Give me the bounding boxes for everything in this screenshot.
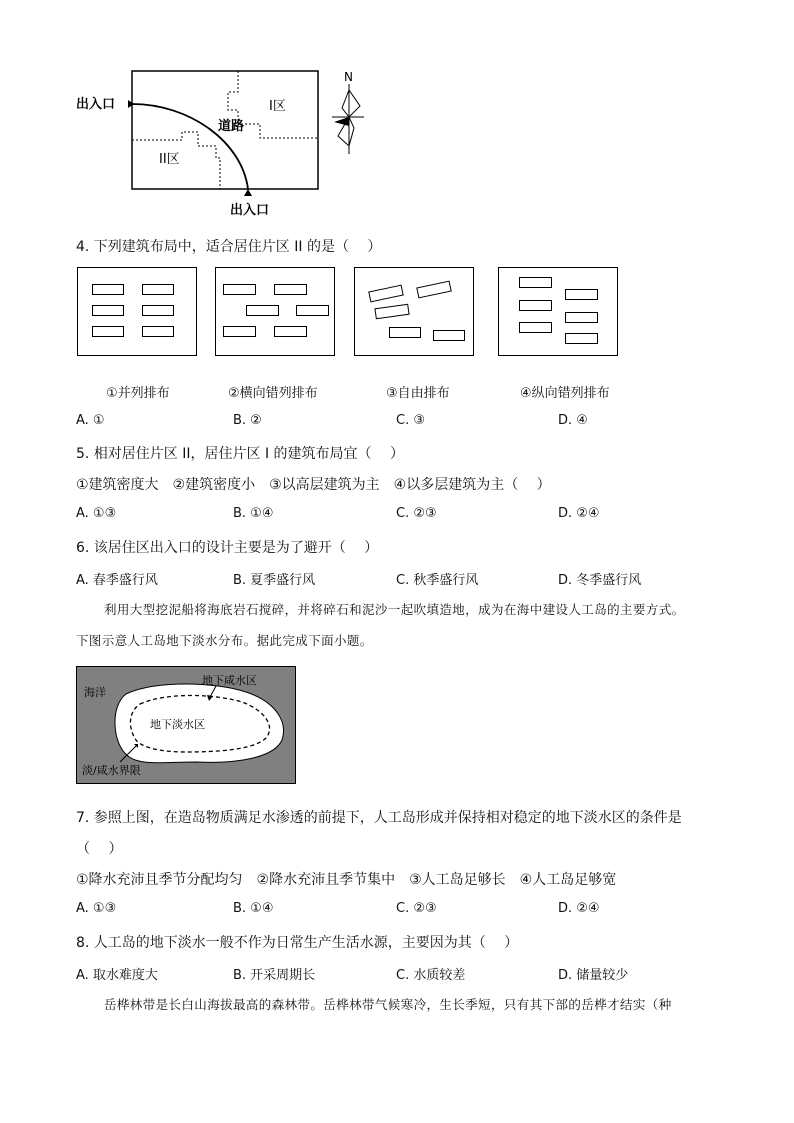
q4-option-d[interactable]: D. ④ [558, 413, 588, 428]
layout-diagram-4 [498, 267, 618, 356]
question-6-stem: 6. 该居住区出入口的设计主要是为了避开（ ） [76, 540, 379, 556]
q5-option-c[interactable]: C. ②③ [396, 506, 437, 521]
zone-2-label: II区 [159, 152, 180, 167]
q8-option-a[interactable]: A. 取水难度大 [76, 968, 158, 983]
q4-option-a[interactable]: A. ① [76, 413, 105, 428]
q5-option-d[interactable]: D. ②④ [558, 506, 600, 521]
passage-1-line-1: 利用大型挖泥船将海底岩石搅碎，并将碎石和泥沙一起吹填造地，成为在海中建设人工岛的主要方式。 [104, 602, 685, 617]
q8-option-b[interactable]: B. 开采周期长 [233, 968, 316, 983]
question-4-stem: 4. 下列建筑布局中，适合居住片区 II 的是（ ） [76, 239, 382, 255]
passage-2-line-1: 岳桦林带是长白山海拔最高的森林带。岳桦林带气候寒冷，生长季短，只有其下部的岳桦才结实（种 [104, 997, 672, 1012]
question-7-choices: ①降水充沛且季节分配均匀 ②降水充沛且季节集中 ③人工岛足够长 ④人工岛足够宽 [76, 872, 617, 888]
entrance-top-label: 出入口 [76, 97, 116, 112]
artificial-island-figure [76, 666, 296, 784]
q8-option-c[interactable]: C. 水质较差 [396, 968, 466, 983]
question-5-choices: ①建筑密度大 ②建筑密度小 ③以高层建筑为主 ④以多层建筑为主（ ） [76, 477, 551, 493]
zone-1-label: I区 [269, 99, 286, 114]
layout-diagram-3 [354, 267, 474, 356]
residential-area-map [70, 62, 390, 222]
boundary-label: 淡/咸水界限 [82, 764, 141, 777]
saltwater-zone-label: 地下咸水区 [202, 674, 257, 687]
passage-1-line-2: 下图示意人工岛地下淡水分布。据此完成下面小题。 [76, 633, 373, 648]
freshwater-zone-label: 地下淡水区 [150, 718, 205, 731]
q8-option-d[interactable]: D. 储量较少 [558, 968, 629, 983]
q4-option-b[interactable]: B. ② [233, 413, 262, 428]
question-8-stem: 8. 人工岛的地下淡水一般不作为日常生产生活水源，主要因为其（ ） [76, 935, 519, 951]
north-label: N [344, 70, 353, 84]
q7-option-c[interactable]: C. ②③ [396, 901, 437, 916]
north-arrow-icon [332, 84, 364, 154]
q7-option-b[interactable]: B. ①④ [233, 901, 274, 916]
q6-option-d[interactable]: D. 冬季盛行风 [558, 573, 642, 588]
residential-area-figure [70, 62, 390, 222]
road-label: 道路 [218, 119, 245, 134]
q6-option-a[interactable]: A. 春季盛行风 [76, 573, 158, 588]
q5-option-a[interactable]: A. ①③ [76, 506, 117, 521]
q4-option-c[interactable]: C. ③ [396, 413, 425, 428]
layout-caption-2: ②横向错列排布 [228, 386, 318, 401]
q6-option-b[interactable]: B. 夏季盛行风 [233, 573, 316, 588]
layout-diagram-2 [215, 267, 335, 356]
q7-option-d[interactable]: D. ②④ [558, 901, 600, 916]
q6-option-c[interactable]: C. 秋季盛行风 [396, 573, 479, 588]
ocean-label: 海洋 [84, 686, 106, 699]
question-7-stem-cont: （ ） [76, 841, 123, 857]
question-5-stem: 5. 相对居住片区 II，居住片区 I 的建筑布局宜（ ） [76, 446, 404, 462]
q7-option-a[interactable]: A. ①③ [76, 901, 117, 916]
artificial-island-map [76, 666, 296, 784]
q5-option-b[interactable]: B. ①④ [233, 506, 274, 521]
question-7-stem: 7. 参照上图，在造岛物质满足水渗透的前提下，人工岛形成并保持相对稳定的地下淡水区的条件是 [76, 810, 682, 826]
entrance-bottom-label: 出入口 [230, 203, 270, 218]
layout-caption-3: ③自由排布 [386, 386, 450, 401]
layout-caption-1: ①并列排布 [106, 386, 170, 401]
layout-diagram-1 [77, 267, 197, 356]
layout-caption-4: ④纵向错列排布 [520, 386, 610, 401]
